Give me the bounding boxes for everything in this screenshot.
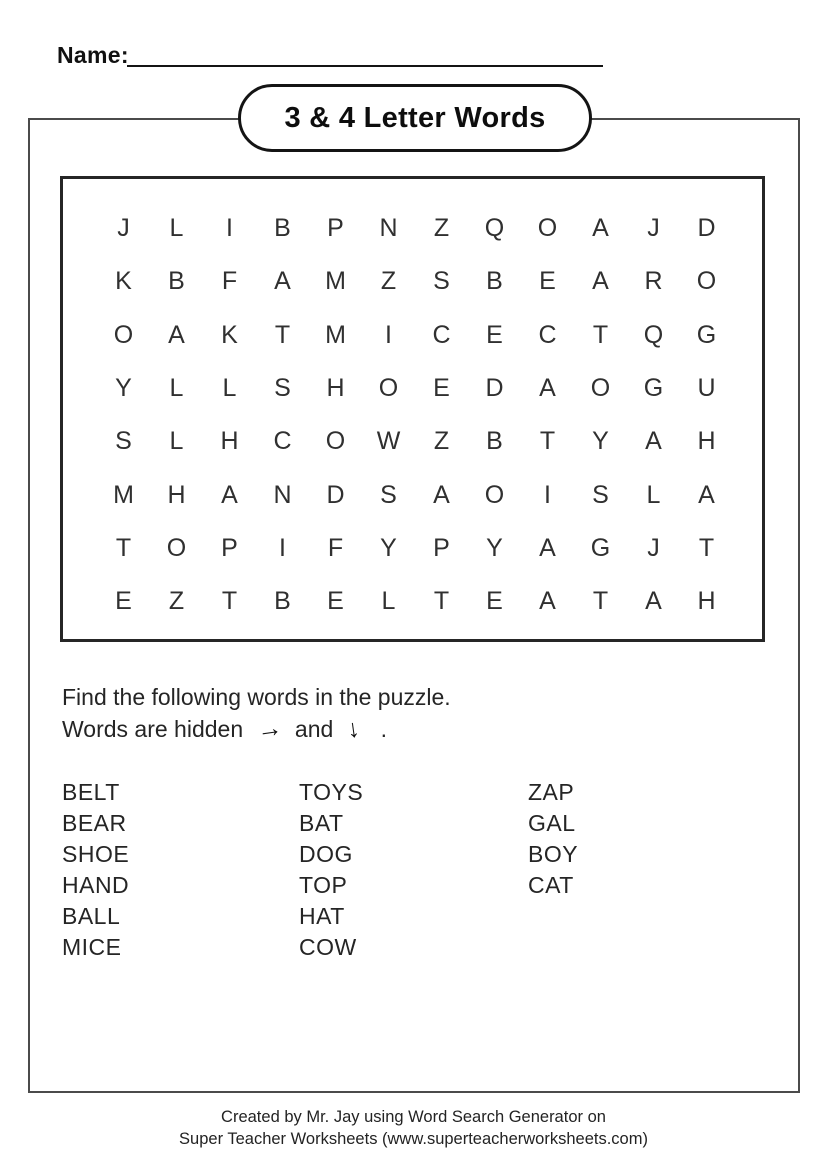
grid-letter-r5-c6: W	[376, 427, 401, 456]
footer-line2: Super Teacher Worksheets (www.superteacherworksheets.com)	[179, 1130, 648, 1148]
grid-letter-r2-c1: K	[115, 267, 132, 296]
grid-letter-r1-c10: A	[592, 214, 609, 243]
grid-letter-r4-c10: O	[590, 374, 611, 403]
grid-letter-r1-c9: O	[537, 214, 558, 243]
instructions-line1: Find the following words in the puzzle.	[62, 684, 451, 710]
grid-letter-r3-c9: C	[538, 320, 557, 349]
instructions	[62, 681, 451, 745]
grid-letter-r6-c11: L	[646, 480, 661, 509]
grid-letter-r4-c11: G	[643, 374, 664, 403]
grid-letter-r3-c2: A	[168, 320, 185, 349]
grid-letter-r3-c12: G	[696, 320, 717, 349]
grid-letter-r8-c8: E	[486, 587, 503, 616]
grid-letter-r8-c3: T	[221, 587, 238, 616]
grid-letter-r7-c1: T	[115, 533, 132, 562]
grid-letter-r3-c1: O	[113, 320, 134, 349]
grid-letter-r3-c6: I	[385, 320, 392, 349]
grid-letter-r3-c5: M	[325, 320, 346, 349]
grid-letter-r4-c1: Y	[115, 374, 132, 403]
word-item: HAND	[62, 872, 130, 898]
grid-letter-r4-c7: E	[433, 374, 450, 403]
grid-letter-r2-c4: A	[274, 267, 291, 296]
grid-letter-r1-c6: N	[379, 214, 398, 243]
grid-letter-r6-c8: O	[484, 480, 505, 509]
grid-letter-r4-c4: S	[274, 374, 291, 403]
grid-letter-r6-c1: M	[113, 480, 134, 509]
grid-letter-r1-c4: B	[274, 214, 291, 243]
grid-letter-r4-c2: L	[169, 374, 184, 403]
grid-letter-r2-c2: B	[168, 267, 185, 296]
grid-letter-r1-c3: I	[226, 214, 233, 243]
grid-letter-r3-c10: T	[592, 320, 609, 349]
grid-letter-r6-c10: S	[592, 480, 609, 509]
grid-letter-r1-c1: J	[117, 214, 130, 243]
grid-letter-r7-c8: Y	[486, 533, 503, 562]
right-arrow-icon: →	[254, 713, 284, 745]
grid-letter-r8-c12: H	[697, 587, 716, 616]
grid-letter-r7-c11: J	[647, 533, 660, 562]
grid-letter-r2-c8: B	[486, 267, 503, 296]
footer	[0, 1106, 827, 1150]
grid-letter-r2-c9: E	[539, 267, 556, 296]
grid-letter-r7-c12: T	[698, 533, 715, 562]
grid-letter-r5-c7: Z	[433, 427, 450, 456]
grid-letter-r6-c6: S	[380, 480, 397, 509]
grid-letter-r8-c9: A	[539, 587, 556, 616]
grid-letter-r7-c10: G	[590, 533, 611, 562]
grid-letter-r4-c3: L	[222, 374, 237, 403]
down-arrow-icon: ↓	[344, 714, 362, 744]
grid-letter-r5-c12: H	[697, 427, 716, 456]
word-item: BOY	[528, 841, 579, 867]
name-underline	[127, 40, 603, 67]
word-item: DOG	[299, 841, 353, 867]
grid-letter-r4-c9: A	[539, 374, 556, 403]
grid-letter-r8-c11: A	[645, 587, 662, 616]
word-item: BALL	[62, 903, 121, 929]
grid-letter-r7-c9: A	[539, 533, 556, 562]
grid-letter-r8-c1: E	[115, 587, 132, 616]
word-item: GAL	[528, 810, 576, 836]
grid-letter-r7-c5: F	[327, 533, 344, 562]
instructions-line2	[62, 713, 451, 745]
grid-letter-r7-c6: Y	[380, 533, 397, 562]
grid-letter-r8-c4: B	[274, 587, 291, 616]
word-item: ZAP	[528, 779, 575, 805]
word-list	[62, 777, 578, 963]
instructions-period: .	[380, 716, 387, 742]
grid-letter-r7-c3: P	[221, 533, 238, 562]
word-item: HAT	[299, 903, 345, 929]
footer-line1: Created by Mr. Jay using Word Search Generator on	[221, 1108, 606, 1126]
grid-letter-r3-c11: Q	[643, 320, 664, 349]
grid-letter-r5-c11: A	[645, 427, 662, 456]
grid-letter-r6-c9: I	[544, 480, 551, 509]
grid-letter-r6-c5: D	[326, 480, 345, 509]
grid-letter-r5-c9: T	[539, 427, 556, 456]
grid-letter-r5-c8: B	[486, 427, 503, 456]
grid-letter-r5-c10: Y	[592, 427, 609, 456]
grid-letter-r7-c7: P	[433, 533, 450, 562]
grid-letter-r8-c6: L	[381, 587, 396, 616]
grid-letter-r4-c6: O	[378, 374, 399, 403]
grid-letter-r2-c6: Z	[380, 267, 397, 296]
grid-letter-r6-c12: A	[698, 480, 715, 509]
word-list-column-3	[528, 777, 578, 963]
grid-letter-r5-c2: L	[169, 427, 184, 456]
title-pill	[238, 84, 592, 152]
grid-letter-r5-c3: H	[220, 427, 239, 456]
word-item: BAT	[299, 810, 344, 836]
word-item: TOYS	[299, 779, 364, 805]
word-item: TOP	[299, 872, 348, 898]
grid-letter-r8-c5: E	[327, 587, 344, 616]
grid-letter-r4-c8: D	[485, 374, 504, 403]
grid-letter-r2-c10: A	[592, 267, 609, 296]
grid-letter-r3-c4: T	[274, 320, 291, 349]
instructions-line2-prefix: Words are hidden	[62, 716, 244, 742]
grid-letter-r1-c7: Z	[433, 214, 450, 243]
puzzle-letter-grid	[97, 202, 733, 628]
grid-letter-r3-c8: E	[486, 320, 503, 349]
grid-letter-r2-c12: O	[696, 267, 717, 296]
grid-letter-r8-c2: Z	[168, 587, 185, 616]
grid-letter-r5-c1: S	[115, 427, 132, 456]
name-label: Name:	[57, 42, 129, 68]
word-item: COW	[299, 934, 357, 960]
grid-letter-r1-c2: L	[169, 214, 184, 243]
grid-letter-r5-c4: C	[273, 427, 292, 456]
word-list-column-2	[299, 777, 528, 963]
grid-letter-r1-c11: J	[647, 214, 660, 243]
grid-letter-r2-c3: F	[221, 267, 238, 296]
grid-letter-r6-c7: A	[433, 480, 450, 509]
grid-letter-r4-c5: H	[326, 374, 345, 403]
grid-letter-r1-c5: P	[327, 214, 344, 243]
grid-letter-r8-c10: T	[592, 587, 609, 616]
grid-letter-r1-c8: Q	[484, 214, 505, 243]
grid-letter-r7-c2: O	[166, 533, 187, 562]
grid-letter-r1-c12: D	[697, 214, 716, 243]
grid-letter-r5-c5: O	[325, 427, 346, 456]
word-item: MICE	[62, 934, 122, 960]
page-title: 3 & 4 Letter Words	[284, 101, 546, 134]
grid-letter-r7-c4: I	[279, 533, 286, 562]
grid-letter-r6-c2: H	[167, 480, 186, 509]
grid-letter-r2-c11: R	[644, 267, 663, 296]
word-item: BELT	[62, 779, 120, 805]
word-item: SHOE	[62, 841, 130, 867]
grid-letter-r6-c3: A	[221, 480, 238, 509]
word-item: CAT	[528, 872, 574, 898]
grid-letter-r2-c7: S	[433, 267, 450, 296]
grid-letter-r3-c7: C	[432, 320, 451, 349]
word-item: BEAR	[62, 810, 127, 836]
grid-letter-r4-c12: U	[697, 374, 716, 403]
word-list-column-1	[62, 777, 299, 963]
grid-letter-r3-c3: K	[221, 320, 238, 349]
instructions-and-text: and	[294, 716, 334, 742]
grid-letter-r2-c5: M	[325, 267, 346, 296]
grid-letter-r6-c4: N	[273, 480, 292, 509]
grid-letter-r8-c7: T	[433, 587, 450, 616]
